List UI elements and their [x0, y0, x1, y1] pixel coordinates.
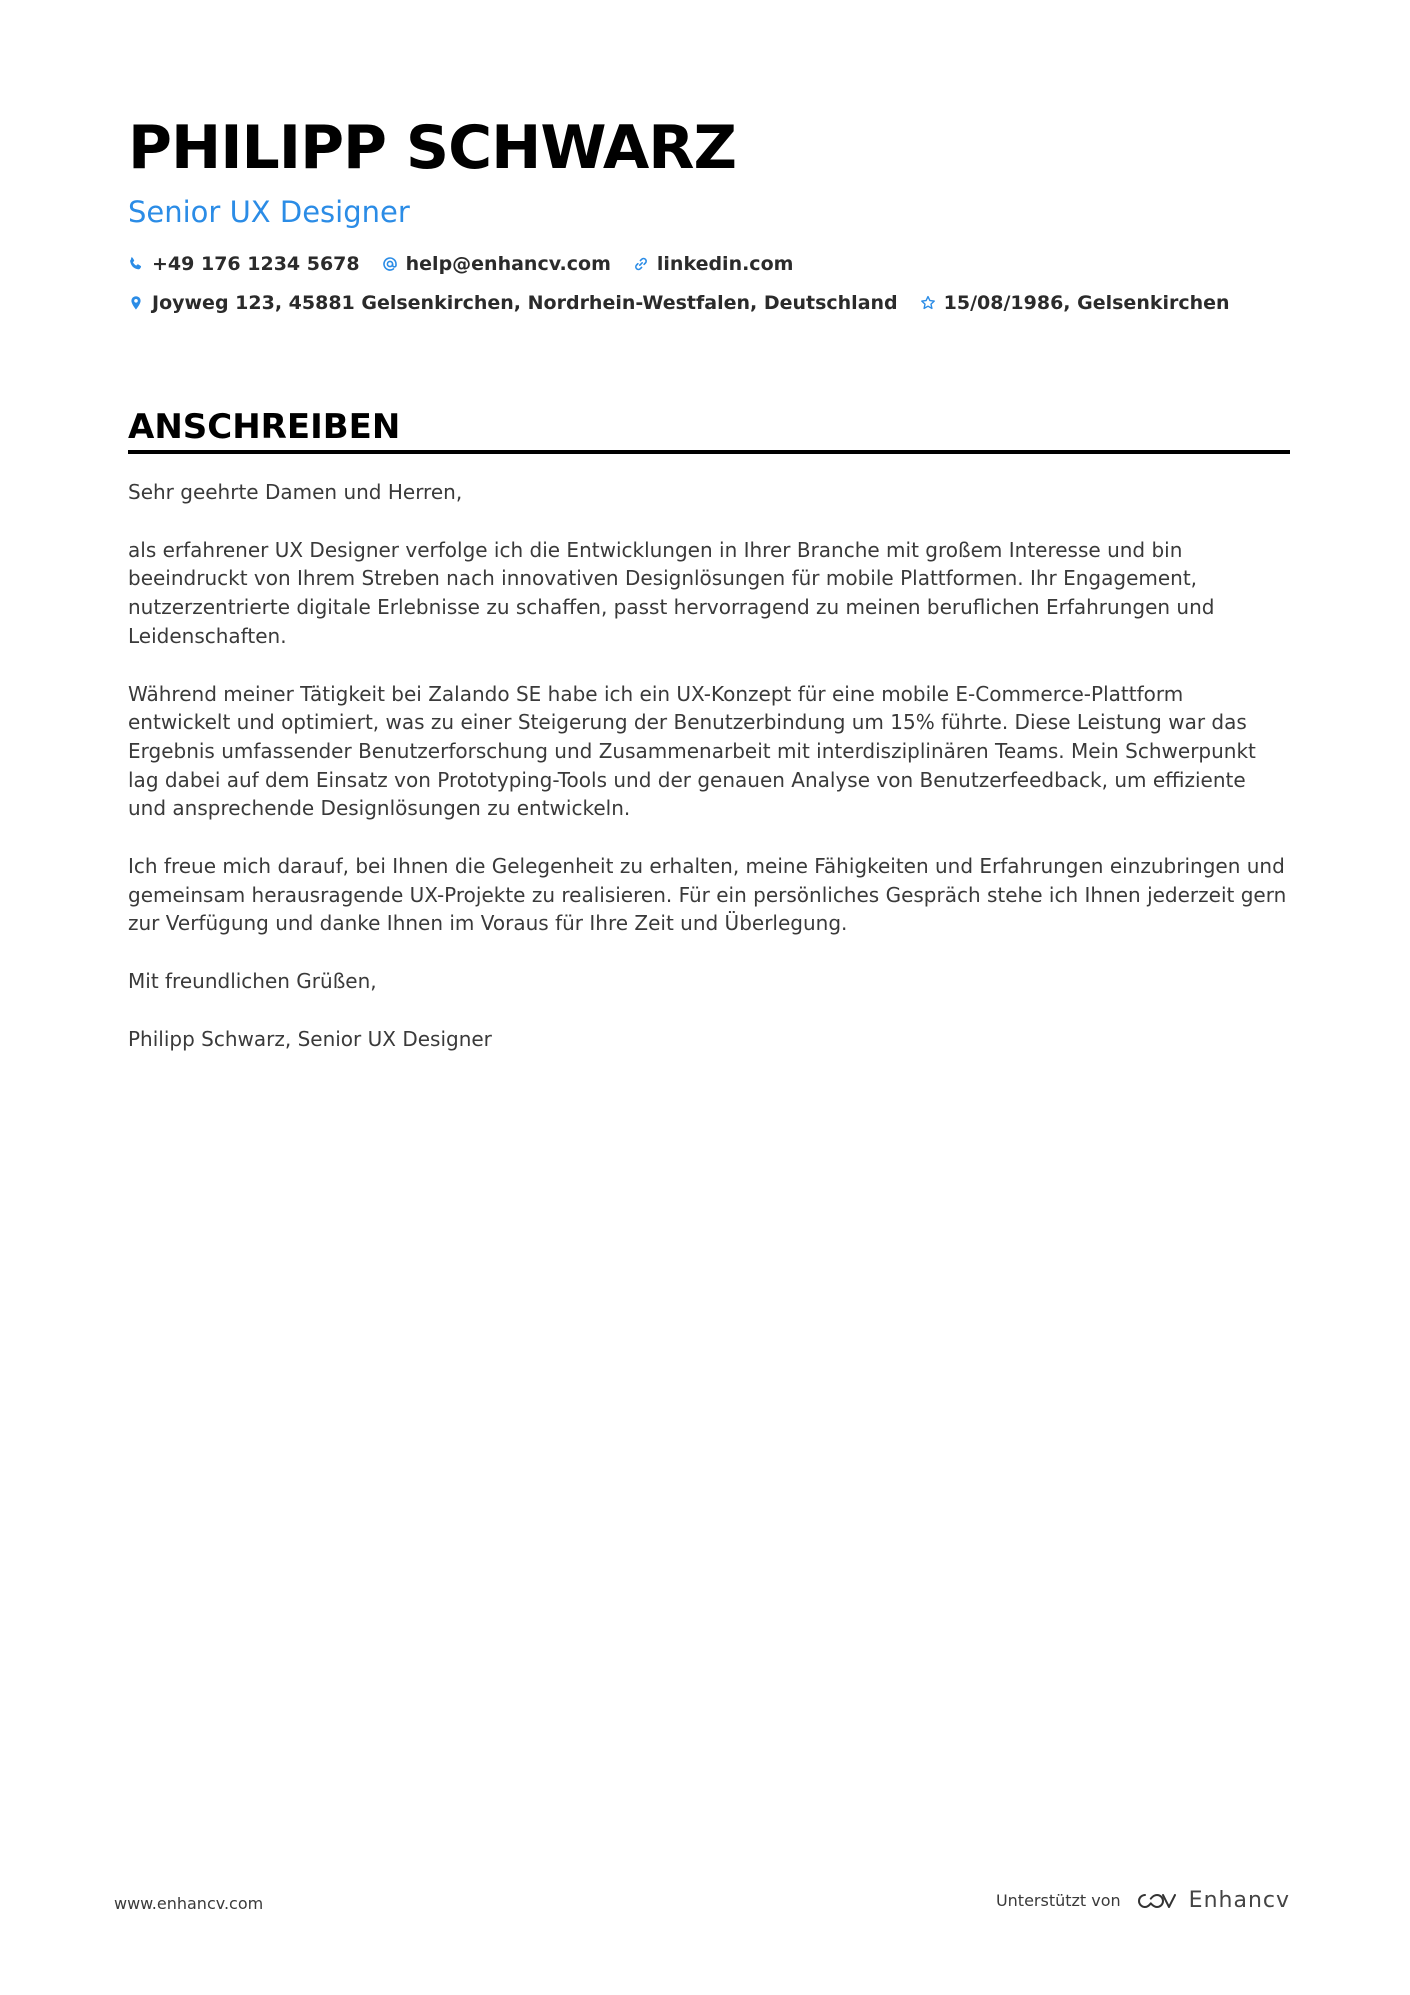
contact-row-1	[128, 250, 1290, 278]
section-title: ANSCHREIBEN	[128, 407, 401, 447]
contact-birth	[920, 289, 1230, 317]
powered-by-text: Unterstützt von	[995, 1891, 1121, 1910]
header	[128, 108, 1290, 317]
brand-name: Enhancv	[1188, 1888, 1290, 1913]
letter-paragraph: Während meiner Tätigkeit bei Zalando SE habe ich ein UX-Konzept für eine mobile E-Commerce-Plattform entwickelt und optimiert, was zu einer Steigerung der Benutzerbindung um 15% führte. Diese Leistung war das Ergebnis umfassender Benutzerforschung und Zusammenarbeit mit interdisziplinären Teams. Mein Schwerpunkt lag dabei auf dem Einsatz von Prototyping-Tools und der genauen Analyse von Benutzerfeedback, um effiziente und ansprechende Designlösungen zu entwickeln.	[128, 681, 1256, 821]
at-icon	[382, 256, 398, 272]
letter-paragraph: Ich freue mich darauf, bei Ihnen die Gelegenheit zu erhalten, meine Fähigkeiten und Erfahrungen einzubringen und gemeinsam herausragende UX-Projekte zu realisieren. Für ein persönliches Gespräch stehe ich Ihnen jederzeit gern zur Verfügung und danke Ihnen im Voraus für Ihre Zeit und Überlegung.	[128, 854, 1287, 936]
star-icon	[920, 295, 936, 311]
contact-address	[128, 289, 898, 317]
link-icon	[633, 256, 649, 272]
contact-phone	[128, 250, 360, 278]
letter-greeting: Sehr geehrte Damen und Herren,	[128, 480, 463, 504]
location-pin-icon	[128, 295, 144, 311]
phone-text: +49 176 1234 5678	[152, 253, 360, 275]
applicant-name: PHILIPP SCHWARZ	[128, 113, 736, 183]
footer-website[interactable]: www.enhancv.com	[114, 1894, 264, 1913]
letter-paragraph: als erfahrener UX Designer verfolge ich die Entwicklungen in Ihrer Branche mit großem Interesse und bin beeindruckt von Ihrem Streben nach innovativen Designlösungen für mobile Plattformen. Ihr Engagement, nutzerzentrierte digitale Erlebnisse zu schaffen, passt hervorragend zu meinen beruflichen Erfahrungen und Leidenschaften.	[128, 537, 1215, 648]
email-text[interactable]: help@enhancv.com	[405, 253, 611, 275]
letter-signature: Philipp Schwarz, Senior UX Designer	[128, 1026, 492, 1051]
linkedin-text[interactable]: linkedin.com	[656, 253, 794, 275]
contact-linkedin[interactable]	[633, 250, 794, 278]
phone-icon	[128, 256, 144, 272]
address-text: Joyweg 123, 45881 Gelsenkirchen, Nordrhein-Westfalen, Deutschland	[152, 292, 898, 314]
cover-letter-section	[128, 404, 1290, 1083]
section-divider	[128, 450, 1290, 454]
contact-email[interactable]	[382, 250, 611, 278]
contact-row-2	[128, 289, 1290, 317]
footer-branding	[996, 1888, 1290, 1913]
letter-body	[128, 478, 1290, 1054]
letter-closing: Mit freundlichen Grüßen,	[128, 969, 377, 994]
brand-link[interactable]	[1133, 1888, 1290, 1913]
enhancv-logo-icon	[1133, 1889, 1179, 1913]
job-title: Senior UX Designer	[128, 195, 410, 229]
birth-text: 15/08/1986, Gelsenkirchen	[943, 292, 1230, 314]
